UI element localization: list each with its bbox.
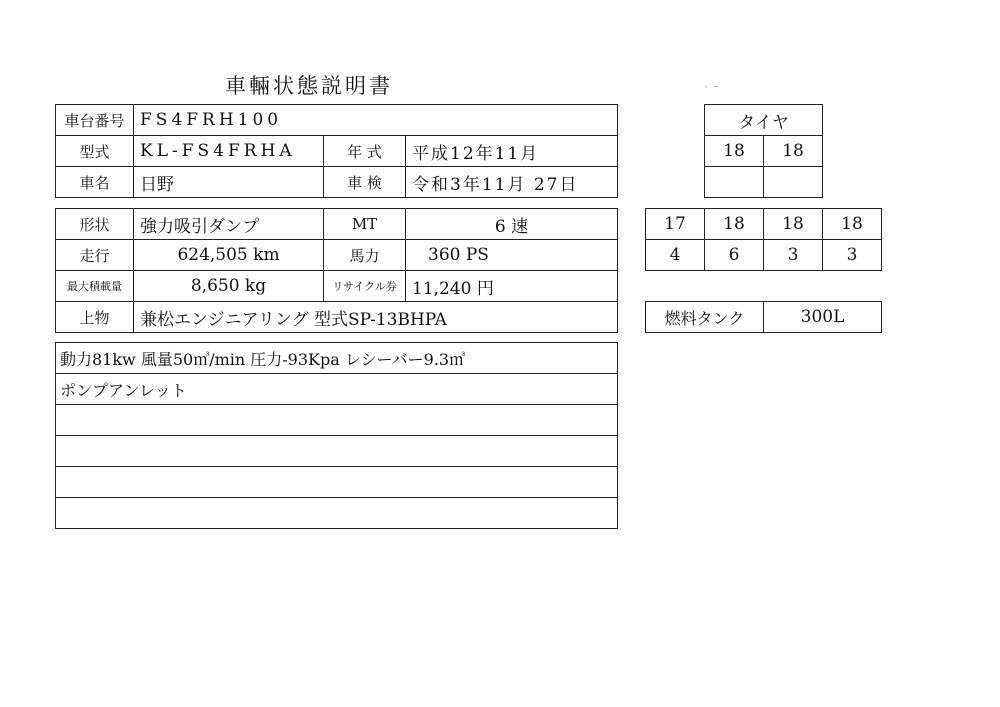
inspection-value: 令和3年11月 27日 <box>406 167 618 198</box>
note-line: 動力81kw 風量50㎥/min 圧力-93Kpa レシーバー9.3㎥ <box>56 343 618 374</box>
recycle-ticket-value: 11,240 円 <box>406 271 618 302</box>
table-row <box>705 105 823 136</box>
document-title: 車輛状態説明書 <box>225 74 393 98</box>
vehicle-info-table <box>55 104 618 198</box>
model-value: KL-FS4FRHA <box>134 136 324 167</box>
notes-table <box>55 342 618 529</box>
table-row <box>646 209 882 240</box>
shape-value: 強力吸引ダンプ <box>134 209 324 240</box>
fuel-tank-table <box>645 301 882 333</box>
mileage-label: 走行 <box>56 240 134 271</box>
year-label: 年 式 <box>324 136 406 167</box>
tire-value: 3 <box>764 240 823 271</box>
fuel-tank-value: 300L <box>764 302 882 333</box>
shape-label: 形状 <box>56 209 134 240</box>
inspection-label: 車 検 <box>324 167 406 198</box>
note-line: ポンプアンレット <box>56 374 618 405</box>
tire-size: 18 <box>823 209 882 240</box>
recycle-ticket-label: リサイクル券 <box>324 271 406 302</box>
chassis-number-label: 車台番号 <box>56 105 134 136</box>
table-row <box>56 302 618 333</box>
tire-rear-table <box>645 208 882 271</box>
note-line <box>56 405 618 436</box>
tire-front-right: 18 <box>764 136 823 167</box>
tire-front-second-right <box>764 167 823 198</box>
model-label: 型式 <box>56 136 134 167</box>
tire-size: 17 <box>646 209 705 240</box>
year-value: 平成12年11月 <box>406 136 618 167</box>
vehicle-name-label: 車名 <box>56 167 134 198</box>
transmission-value: 6 速 <box>406 209 618 240</box>
table-row <box>646 302 882 333</box>
tire-value: 3 <box>823 240 882 271</box>
scan-mark: - ∽ <box>705 82 720 91</box>
mileage-value: 624,505 km <box>134 240 324 271</box>
fuel-tank-label: 燃料タンク <box>646 302 764 333</box>
tire-value: 6 <box>705 240 764 271</box>
table-row <box>56 374 618 405</box>
table-row <box>56 136 618 167</box>
note-line <box>56 436 618 467</box>
table-row <box>56 167 618 198</box>
body-equipment-value: 兼松エンジニアリング 型式SP-13BHPA <box>134 302 618 333</box>
table-row <box>56 271 618 302</box>
tire-size: 18 <box>705 209 764 240</box>
table-row <box>56 498 618 529</box>
table-row <box>705 136 823 167</box>
table-row <box>56 343 618 374</box>
transmission-label: MT <box>324 209 406 240</box>
table-row <box>56 105 618 136</box>
tire-value: 4 <box>646 240 705 271</box>
vehicle-specs-table <box>55 208 618 333</box>
table-row <box>56 467 618 498</box>
tire-front-left: 18 <box>705 136 764 167</box>
body-equipment-label: 上物 <box>56 302 134 333</box>
max-payload-label: 最大積載量 <box>56 271 134 302</box>
table-row <box>56 405 618 436</box>
table-row <box>56 240 618 271</box>
table-row <box>705 167 823 198</box>
note-line <box>56 498 618 529</box>
tire-size: 18 <box>764 209 823 240</box>
max-payload-value: 8,650 kg <box>134 271 324 302</box>
tire-front-table <box>704 104 823 198</box>
vehicle-name-value: 日野 <box>134 167 324 198</box>
horsepower-value: 360 PS <box>406 240 618 271</box>
horsepower-label: 馬力 <box>324 240 406 271</box>
table-row <box>646 240 882 271</box>
tire-front-second-left <box>705 167 764 198</box>
table-row <box>56 209 618 240</box>
note-line <box>56 467 618 498</box>
table-row <box>56 436 618 467</box>
chassis-number-value: FS4FRH100 <box>134 105 618 136</box>
tire-header: タイヤ <box>705 105 823 136</box>
